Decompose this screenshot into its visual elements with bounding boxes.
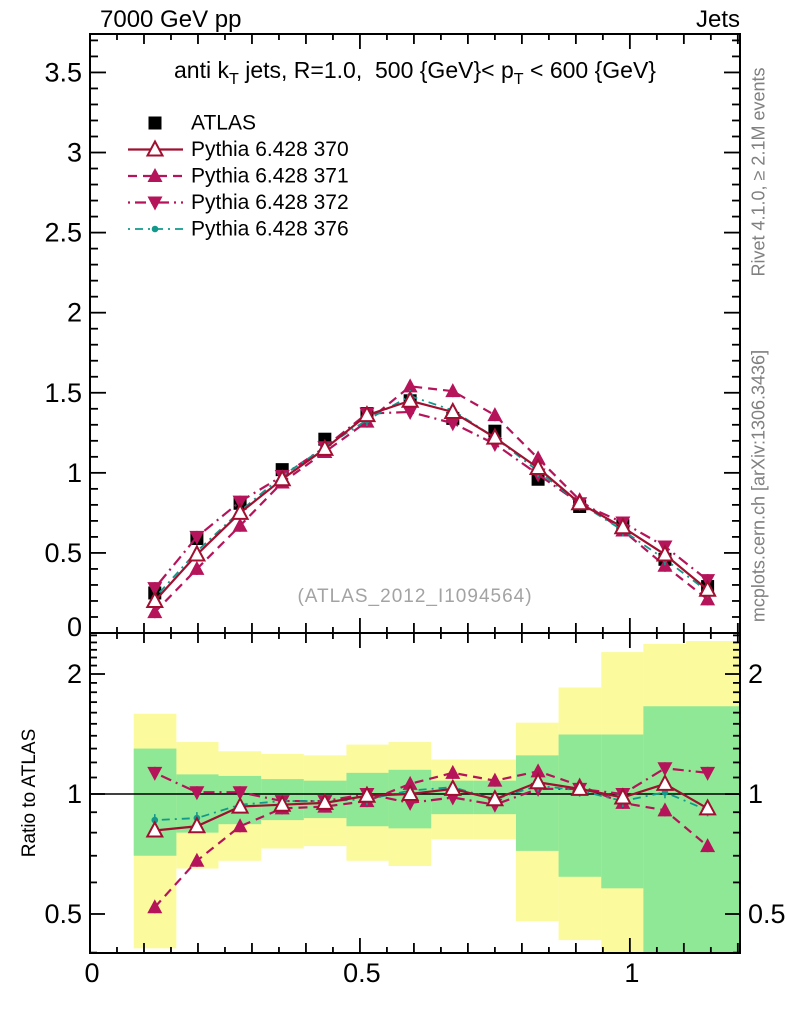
axis-tick-label: Pythia 6.428 370 <box>191 138 349 161</box>
analysis-group-label: Jets <box>695 6 740 33</box>
axis-tick-label: Pythia 6.428 376 <box>191 217 349 241</box>
axis-tick-label: 0 <box>66 612 82 642</box>
axis-tick-label: 1 <box>66 779 82 809</box>
plot-title-sub2: T <box>513 70 524 89</box>
series-pythia-6-428-372 <box>147 406 715 596</box>
green-band-bin <box>559 735 602 877</box>
green-band-bin <box>134 749 177 856</box>
axis-tick-label: 0.5 <box>44 537 82 568</box>
green-band-bin <box>643 706 686 952</box>
axis-tick-label: ATLAS <box>191 111 256 135</box>
series-pythia-6-428-370 <box>147 393 715 607</box>
legend <box>128 112 349 241</box>
plot-title-part2: jets, R=1.0, 500 {GeV}< p <box>238 57 514 83</box>
analysis-id-watermark: (ATLAS_2012_I1094564) <box>297 586 533 607</box>
axis-tick-label: 2 <box>66 659 82 690</box>
axis-tick-label: 3 <box>66 137 82 168</box>
axis-tick-label: 1 <box>66 457 82 488</box>
axis-tick-label: 0.5 <box>748 898 786 929</box>
uncertainty-bands <box>134 641 740 953</box>
plot-title-sub1: T <box>229 70 239 89</box>
axis-tick-label: 0 <box>84 958 100 988</box>
mcplots-reference-note: mcplots.cern.ch [arXiv:1306.3436] <box>748 349 769 623</box>
axis-tick-label: 3.5 <box>44 57 82 88</box>
plot-title <box>90 57 740 89</box>
green-band-bin <box>686 706 740 952</box>
plot-title-part3: < 600 {GeV} <box>523 57 656 83</box>
axis-tick-label: 1.5 <box>44 377 82 408</box>
axis-tick-label: 1 <box>624 958 640 988</box>
axis-tick-label: 1 <box>748 779 764 809</box>
axis-tick-label: 2 <box>66 297 82 328</box>
axis-tick-label: Pythia 6.428 372 <box>191 191 349 214</box>
axis-tick-label: 2 <box>748 659 764 690</box>
series-atlas <box>148 394 714 599</box>
series-pythia-6-428-371 <box>147 378 715 618</box>
beam-energy-label: 7000 GeV pp <box>100 6 242 33</box>
axis-tick-label: 0.5 <box>44 898 82 929</box>
axis-tick-label: 2.5 <box>44 217 82 248</box>
plot-title-part1: anti k <box>174 57 229 83</box>
ratio-axis-label: Ratio to ATLAS <box>19 728 40 858</box>
main-panel-frame <box>90 34 740 633</box>
rivet-version-note: Rivet 4.1.0, ≥ 2.1M events <box>748 67 769 277</box>
axis-tick-label: Pythia 6.428 371 <box>191 164 349 188</box>
green-band-bin <box>601 735 643 889</box>
axis-tick-label: 0.5 <box>343 958 381 988</box>
